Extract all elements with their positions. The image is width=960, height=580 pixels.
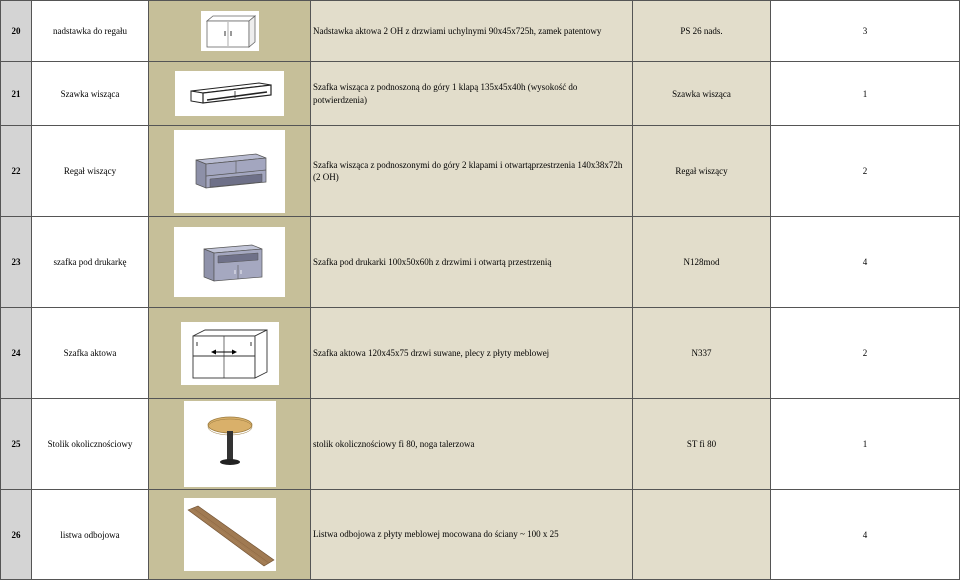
item-image-cell bbox=[149, 62, 311, 126]
wood-board-icon bbox=[184, 498, 276, 571]
wall-cabinet-icon bbox=[175, 71, 284, 116]
item-description: Nadstawka aktowa 2 OH z drzwiami uchylnymi 90x45x725h, zamek patentowy bbox=[311, 1, 633, 62]
row-number: 20 bbox=[1, 1, 32, 62]
item-code bbox=[633, 490, 771, 580]
item-name: listwa odbojowa bbox=[32, 490, 149, 580]
item-code: N128mod bbox=[633, 217, 771, 308]
item-code: Regał wiszący bbox=[633, 126, 771, 217]
item-quantity: 4 bbox=[771, 217, 960, 308]
item-code: Szawka wisząca bbox=[633, 62, 771, 126]
item-quantity: 1 bbox=[771, 399, 960, 490]
item-image-cell bbox=[149, 308, 311, 399]
item-image-cell bbox=[149, 490, 311, 580]
table-row bbox=[1, 126, 960, 217]
row-number: 21 bbox=[1, 62, 32, 126]
item-description: stolik okolicznościowy fi 80, noga talerzowa bbox=[311, 399, 633, 490]
item-name: Szawka wisząca bbox=[32, 62, 149, 126]
table-row bbox=[1, 62, 960, 126]
item-description: Szafka wisząca z podnoszonymi do góry 2 klapami i otwartąprzestrzenia 140x38x72h (2 OH) bbox=[311, 126, 633, 217]
table-row bbox=[1, 308, 960, 399]
table-row bbox=[1, 490, 960, 580]
item-description: Szafka aktowa 120x45x75 drzwi suwane, plecy z płyty meblowej bbox=[311, 308, 633, 399]
row-number: 26 bbox=[1, 490, 32, 580]
round-table-icon bbox=[184, 401, 276, 487]
item-name: Stolik okolicznościowy bbox=[32, 399, 149, 490]
item-quantity: 2 bbox=[771, 308, 960, 399]
two-door-cabinet-icon bbox=[201, 11, 259, 51]
sliding-door-cabinet-icon bbox=[181, 322, 279, 385]
item-image-cell bbox=[149, 217, 311, 308]
table-row bbox=[1, 399, 960, 490]
item-code: N337 bbox=[633, 308, 771, 399]
row-number: 23 bbox=[1, 217, 32, 308]
printer-cabinet-icon bbox=[174, 227, 285, 297]
row-number: 25 bbox=[1, 399, 32, 490]
item-name: Szafka aktowa bbox=[32, 308, 149, 399]
table-row bbox=[1, 217, 960, 308]
item-image-cell bbox=[149, 399, 311, 490]
item-quantity: 3 bbox=[771, 1, 960, 62]
hanging-shelf-icon bbox=[174, 130, 285, 213]
row-number: 22 bbox=[1, 126, 32, 217]
item-name: szafka pod drukarkę bbox=[32, 217, 149, 308]
item-quantity: 4 bbox=[771, 490, 960, 580]
item-description: Szafka wisząca z podnoszoną do góry 1 klapą 135x45x40h (wysokość do potwierdzenia) bbox=[311, 62, 633, 126]
item-description: Szafka pod drukarki 100x50x60h z drzwimi i otwartą przestrzenią bbox=[311, 217, 633, 308]
item-image-cell bbox=[149, 1, 311, 62]
item-code: PS 26 nads. bbox=[633, 1, 771, 62]
item-quantity: 1 bbox=[771, 62, 960, 126]
item-code: ST fi 80 bbox=[633, 399, 771, 490]
item-description: Listwa odbojowa z płyty meblowej mocowana do ściany ~ 100 x 25 bbox=[311, 490, 633, 580]
item-name: Regał wiszący bbox=[32, 126, 149, 217]
table-row bbox=[1, 1, 960, 62]
item-quantity: 2 bbox=[771, 126, 960, 217]
item-image-cell bbox=[149, 126, 311, 217]
row-number: 24 bbox=[1, 308, 32, 399]
item-name: nadstawka do regału bbox=[32, 1, 149, 62]
